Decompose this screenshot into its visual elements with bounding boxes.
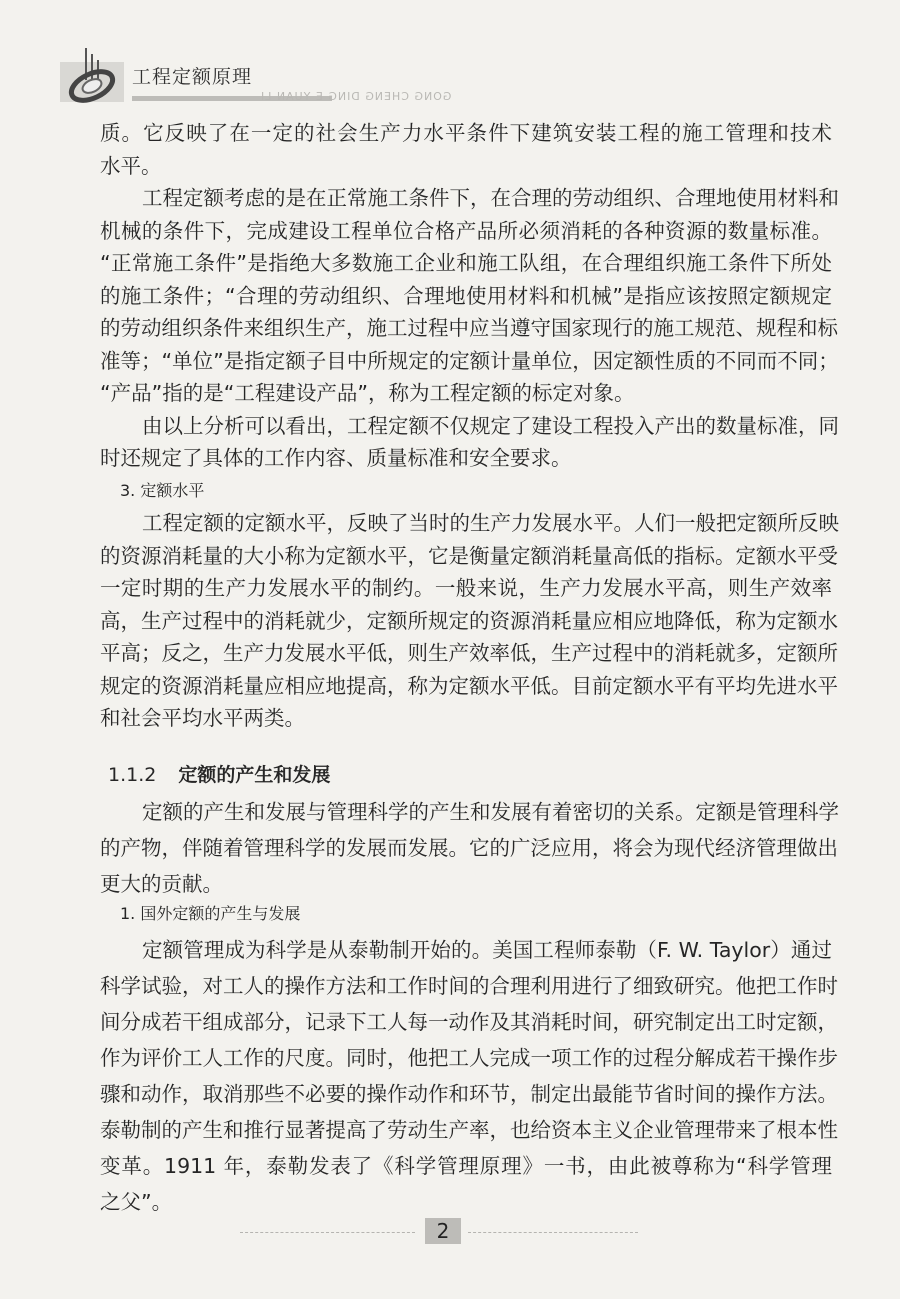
text-line: 平高；反之，生产力发展水平低，则生产效率低，生产过程中的消耗就多，定额所	[100, 641, 838, 665]
text-line: 高，生产过程中的消耗就少，定额所规定的资源消耗量应相应地降低，称为定额水	[100, 608, 838, 633]
text-line: 质。它反映了在一定的社会生产力水平条件下建筑安装工程的施工管理和技术	[100, 121, 832, 145]
text-line: 作为评价工人工作的尺度。同时，他把工人完成一项工作的过程分解成若干操作步	[100, 1046, 838, 1070]
text-line: 机械的条件下，完成建设工程单位合格产品所必须消耗的各种资源的数量标准。	[100, 218, 832, 243]
text-line: 由以上分析可以看出，工程定额不仅规定了建设工程投入产出的数量标准，同	[142, 413, 839, 438]
text-line: 变革。1911 年，泰勒发表了《科学管理原理》一书，由此被尊称为“科学管理	[100, 1154, 832, 1178]
footer-rule-left	[240, 1232, 415, 1233]
text-line: 准等；“单位”是指定额子目中所规定的定额计量单位，因定额性质的不同而不同；	[100, 348, 839, 373]
text-line: “产品”指的是“工程建设产品”，称为工程定额的标定对象。	[100, 381, 635, 405]
running-header	[60, 40, 480, 120]
text-line: 的施工条件；“合理的劳动组织、合理地使用材料和机械”是指应该按照定额规定	[100, 283, 832, 308]
section-heading	[108, 761, 840, 789]
book-title: 工程定额原理	[132, 66, 253, 88]
page-number: 2	[425, 1218, 461, 1244]
book-logo-icon	[64, 46, 124, 104]
text-line: 规定的资源消耗量应相应地提高，称为定额水平低。目前定额水平有平均先进水平	[100, 673, 838, 698]
text-line: 科学试验，对工人的操作方法和工作时间的合理利用进行了细致研究。他把工作时	[100, 974, 838, 998]
text-line: 工程定额的定额水平，反映了当时的生产力发展水平。人们一般把定额所反映	[142, 511, 839, 535]
text-line: 间分成若干组成部分，记录下工人每一动作及其消耗时间，研究制定出工时定额，	[100, 1010, 838, 1034]
text-line: 更大的贡献。	[100, 872, 223, 896]
section-title: 定额的产生和发展	[178, 764, 331, 786]
text-line: 骤和动作，取消那些不必要的操作动作和环节，制定出最能节省时间的操作方法。	[100, 1082, 838, 1106]
text-line: “正常施工条件”是指绝大多数施工企业和施工队组，在合理组织施工条件下所处	[100, 251, 832, 275]
subsection-heading: 1. 国外定额的产生与发展	[120, 904, 301, 923]
book-subtitle: GONG CHENG DING E YUAN LI	[260, 90, 452, 103]
text-line: 和社会平均水平两类。	[100, 706, 305, 730]
text-line: 的资源消耗量的大小称为定额水平，它是衡量定额消耗量高低的指标。定额水平受	[100, 543, 838, 568]
section-number: 1.1.2	[108, 764, 157, 786]
text-line: 水平。	[100, 153, 162, 178]
text-line: 时还规定了具体的工作内容、质量标准和安全要求。	[100, 446, 572, 470]
text-line: 定额管理成为科学是从泰勒制开始的。美国工程师泰勒（F. W. Taylor）通过	[142, 938, 832, 962]
text-line: 之父”。	[100, 1190, 173, 1214]
text-line: 工程定额考虑的是在正常施工条件下，在合理的劳动组织、合理地使用材料和	[142, 186, 839, 210]
text-line: 一定时期的生产力发展水平的制约。一般来说，生产力发展水平高，则生产效率	[100, 576, 832, 600]
text-line: 定额的产生和发展与管理科学的产生和发展有着密切的关系。定额是管理科学	[142, 800, 839, 824]
text-line: 的产物，伴随着管理科学的发展而发展。它的广泛应用，将会为现代经济管理做出	[100, 836, 838, 860]
text-line: 泰勒制的产生和推行显著提高了劳动生产率，也给资本主义企业管理带来了根本性	[100, 1118, 838, 1142]
footer-rule-right	[468, 1232, 638, 1233]
subsection-heading: 3. 定额水平	[120, 480, 205, 500]
page-footer	[0, 1218, 900, 1248]
text-line: 的劳动组织条件来组织生产，施工过程中应当遵守国家现行的施工规范、规程和标	[100, 316, 838, 340]
